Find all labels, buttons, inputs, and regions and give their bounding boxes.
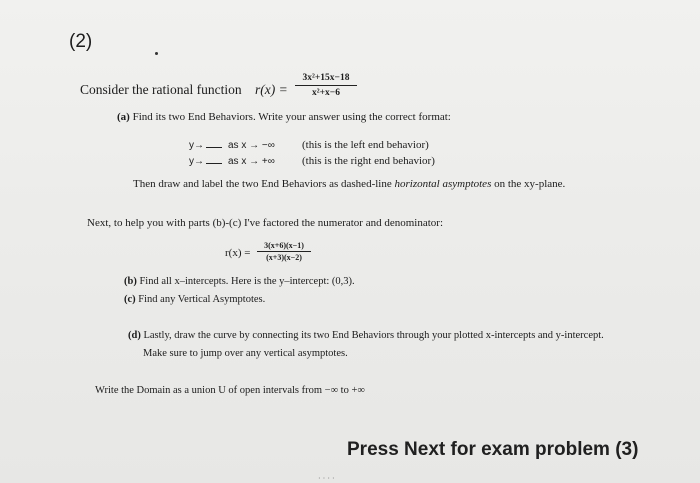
factored-function-name: r(x) = <box>225 247 251 259</box>
part-d-label: (d) <box>128 330 141 341</box>
draw-text-after: on the xy-plane. <box>491 178 566 190</box>
part-c-text: Find any Vertical Asymptotes. <box>138 294 266 305</box>
factored-intro: Next, to help you with parts (b)-(c) I've factored the numerator and denominator: <box>87 217 443 229</box>
part-c-label: (c) <box>124 294 136 305</box>
denominator: x²+x−6 <box>312 88 340 98</box>
right-end-prefix: y→ <box>189 156 204 167</box>
cropped-text-fragment: · · · · <box>318 474 335 483</box>
right-end-note: (this is the right end behavior) <box>302 155 435 167</box>
left-end-behavior <box>189 140 275 151</box>
draw-text-italic: horizontal asymptotes <box>394 178 492 190</box>
factored-numerator: 3(x+6)(x−1) <box>257 241 311 252</box>
numerator: 3x²+15x−18 <box>295 73 357 86</box>
part-a-label: (a) <box>117 111 130 123</box>
problem-number: (2) <box>69 31 93 52</box>
part-b-text: Find all x–intercepts. Here is the y–intercept: (0,3). <box>139 276 355 287</box>
stray-mark <box>155 52 158 55</box>
left-end-prefix: y→ <box>189 140 204 151</box>
part-a-instruction <box>117 111 451 123</box>
rational-function-fraction <box>295 73 357 98</box>
next-problem-button[interactable]: Press Next for exam problem (3) <box>347 439 639 460</box>
draw-text-before: Then draw and label the two End Behaviors as dashed-line <box>133 178 395 190</box>
part-c <box>124 294 265 305</box>
part-d <box>128 330 604 341</box>
intro-text: Consider the rational function <box>80 82 242 97</box>
domain-instruction: Write the Domain as a union U of open intervals from −∞ to +∞ <box>95 385 365 396</box>
part-d-text: Lastly, draw the curve by connecting its two End Behaviors through your plotted x-intercepts and y-intercept. <box>143 330 604 341</box>
right-end-blank <box>206 163 222 164</box>
part-d-text-2: Make sure to jump over any vertical asymptotes. <box>143 348 348 359</box>
left-end-condition: as x → −∞ <box>228 140 275 151</box>
right-end-behavior <box>189 156 275 167</box>
factored-fraction <box>257 241 311 262</box>
function-name: r(x) = <box>255 82 288 97</box>
part-b-label: (b) <box>124 276 137 287</box>
factored-denominator: (x+3)(x−2) <box>266 253 302 262</box>
left-end-note: (this is the left end behavior) <box>302 139 429 151</box>
part-b <box>124 276 355 287</box>
left-end-blank <box>206 147 222 148</box>
draw-instruction <box>133 178 565 190</box>
part-a-text: Find its two End Behaviors. Write your answer using the correct format: <box>132 111 451 123</box>
right-end-condition: as x → +∞ <box>228 156 275 167</box>
